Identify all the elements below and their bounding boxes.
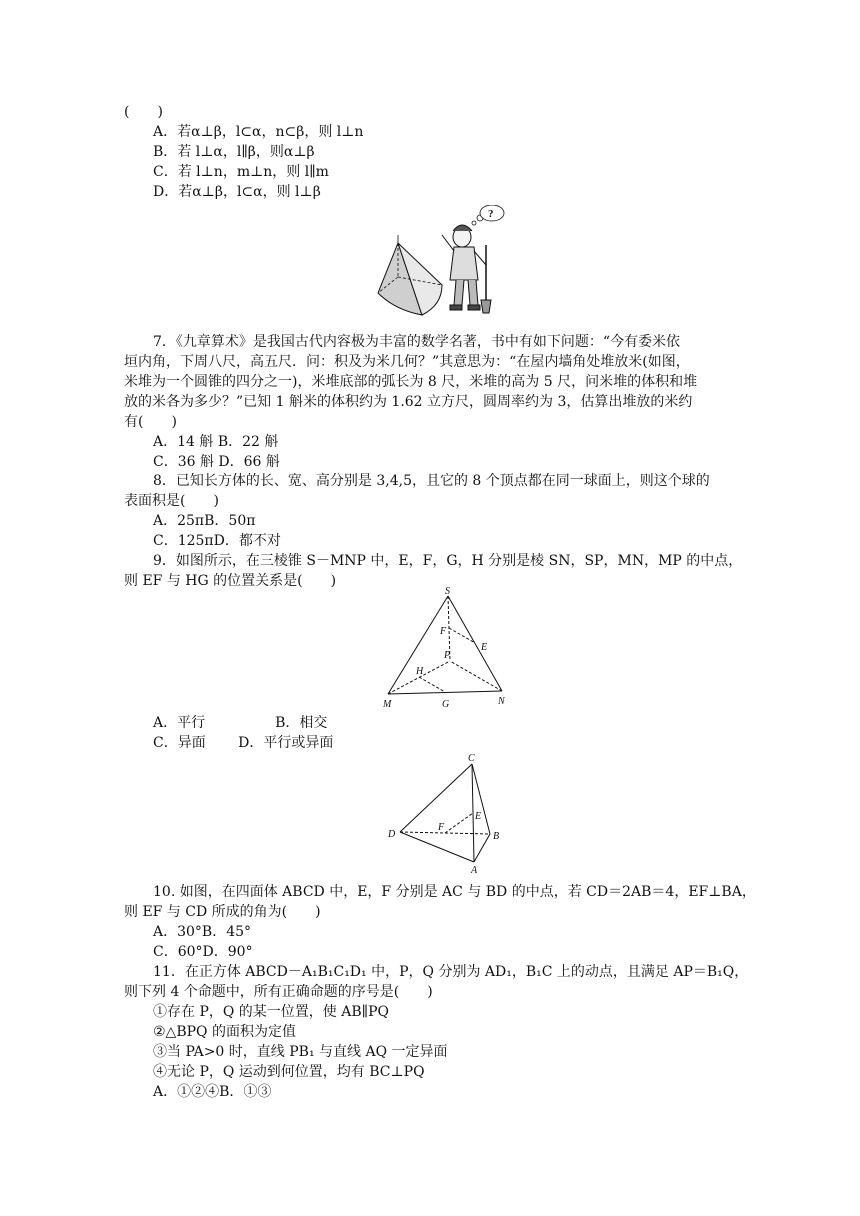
label-a: A [471,865,478,874]
option-c: C．若 l⊥n，m⊥n，则 l∥m [153,164,329,180]
q9-line-2: 则 EF 与 HG 的位置关系是( ) [124,573,337,589]
q11-line-2: 则下列 4 个命题中，所有正确命题的序号是( ) [124,984,433,1000]
thought-bubble [472,205,504,225]
label-d: D [388,829,396,840]
label-g: G [442,699,450,710]
pyramid-smnp-figure [378,586,518,711]
option-d: D．若α⊥β，l⊂α，则 l⊥β [153,184,321,200]
q10-option-ab: A．30°B．45° [153,924,252,940]
q9-line-1: 9．如图所示，在三棱锥 S－MNP 中，E，F，G，H 分别是棱 SN，SP，MN，MP 的中点， [153,553,743,569]
q11-item-3: ③当 PA>0 时，直线 PB₁ 与直线 AQ 一定异面 [153,1044,448,1060]
q9-option-cd: C．异面 D．平行或异面 [153,735,334,751]
q7-line-1: 7．《九章算术》是我国古代内容极为丰富的数学名著，书中有如下问题：“今有委米依 [153,334,681,350]
q10-line-2: 则 EF 与 CD 所成的角为( ) [124,904,321,920]
option-a: A．若α⊥β，l⊂α，n⊂β，则 l⊥n [153,124,364,140]
label-h: H [416,666,424,677]
q7-line-2: 垣内角，下周八尺，高五尺．问：积及为米几何？”其意思为：“在屋内墙角处堆放米(如图， [124,354,690,370]
q11-item-2: ②△BPQ 的面积为定值 [153,1024,296,1040]
label-m: M [383,699,392,710]
label-b: B [493,831,500,842]
tetrahedron-abcd-figure [382,752,510,874]
blank-paren: ( ) [124,104,163,120]
label-e: E [475,811,482,822]
label-e: E [481,642,488,653]
q11-line-1: 11．在正方体 ABCD－A₁B₁C₁D₁ 中，P，Q 分别为 AD₁，B₁C 上的动点，且满足 AP＝B₁Q， [153,964,749,980]
q7-option-ab: A．14 斛 B．22 斛 [153,434,279,450]
q8-line-1: 8．已知长方体的长、宽、高分别是 3,4,5，且它的 8 个顶点都在同一球面上，则这个球的 [153,473,710,489]
q11-option-ab: A．①②④B．①③ [153,1084,272,1100]
q7-option-cd: C．36 斛 D．66 斛 [153,454,280,470]
q9-option-ab: A．平行 B．相交 [153,715,328,731]
q11-item-4: ④无论 P，Q 运动到何位置，均有 BC⊥PQ [153,1064,425,1080]
q10-line-1: 10. 如图，在四面体 ABCD 中，E，F 分别是 AC 与 BD 的中点，若 CD＝2AB＝4，EF⊥BA， [153,884,756,900]
q7-line-3: 米堆为一个圆锥的四分之一)，米堆底部的弧长为 8 尺，米堆的高为 5 尺，问米堆的体积和堆 [124,374,698,390]
label-c: C [468,753,475,764]
rice-pile-figure [370,205,510,320]
label-n: N [498,696,505,707]
question-mark-icon: ? [488,208,494,220]
q8-option-cd: C．125πD．都不对 [153,533,281,549]
label-s: S [445,586,450,597]
label-f: F [438,822,445,833]
q7-line-5: 有( ) [124,414,177,430]
q8-line-2: 表面积是( ) [124,493,219,509]
q11-item-1: ①存在 P，Q 的某一位置，使 AB∥PQ [153,1004,390,1020]
label-p: P [444,650,451,661]
label-f: F [440,626,447,637]
q10-option-cd: C．60°D．90° [153,944,253,960]
person-illustration [442,225,491,313]
option-b: B．若 l⊥α，l∥β，则α⊥β [153,144,315,160]
q7-line-4: 放的米各为多少？”已知 1 斛米的体积约为 1.62 立方尺，圆周率约为 3，估算出堆放的米约 [124,394,693,410]
q8-option-ab: A．25πB．50π [153,513,256,529]
